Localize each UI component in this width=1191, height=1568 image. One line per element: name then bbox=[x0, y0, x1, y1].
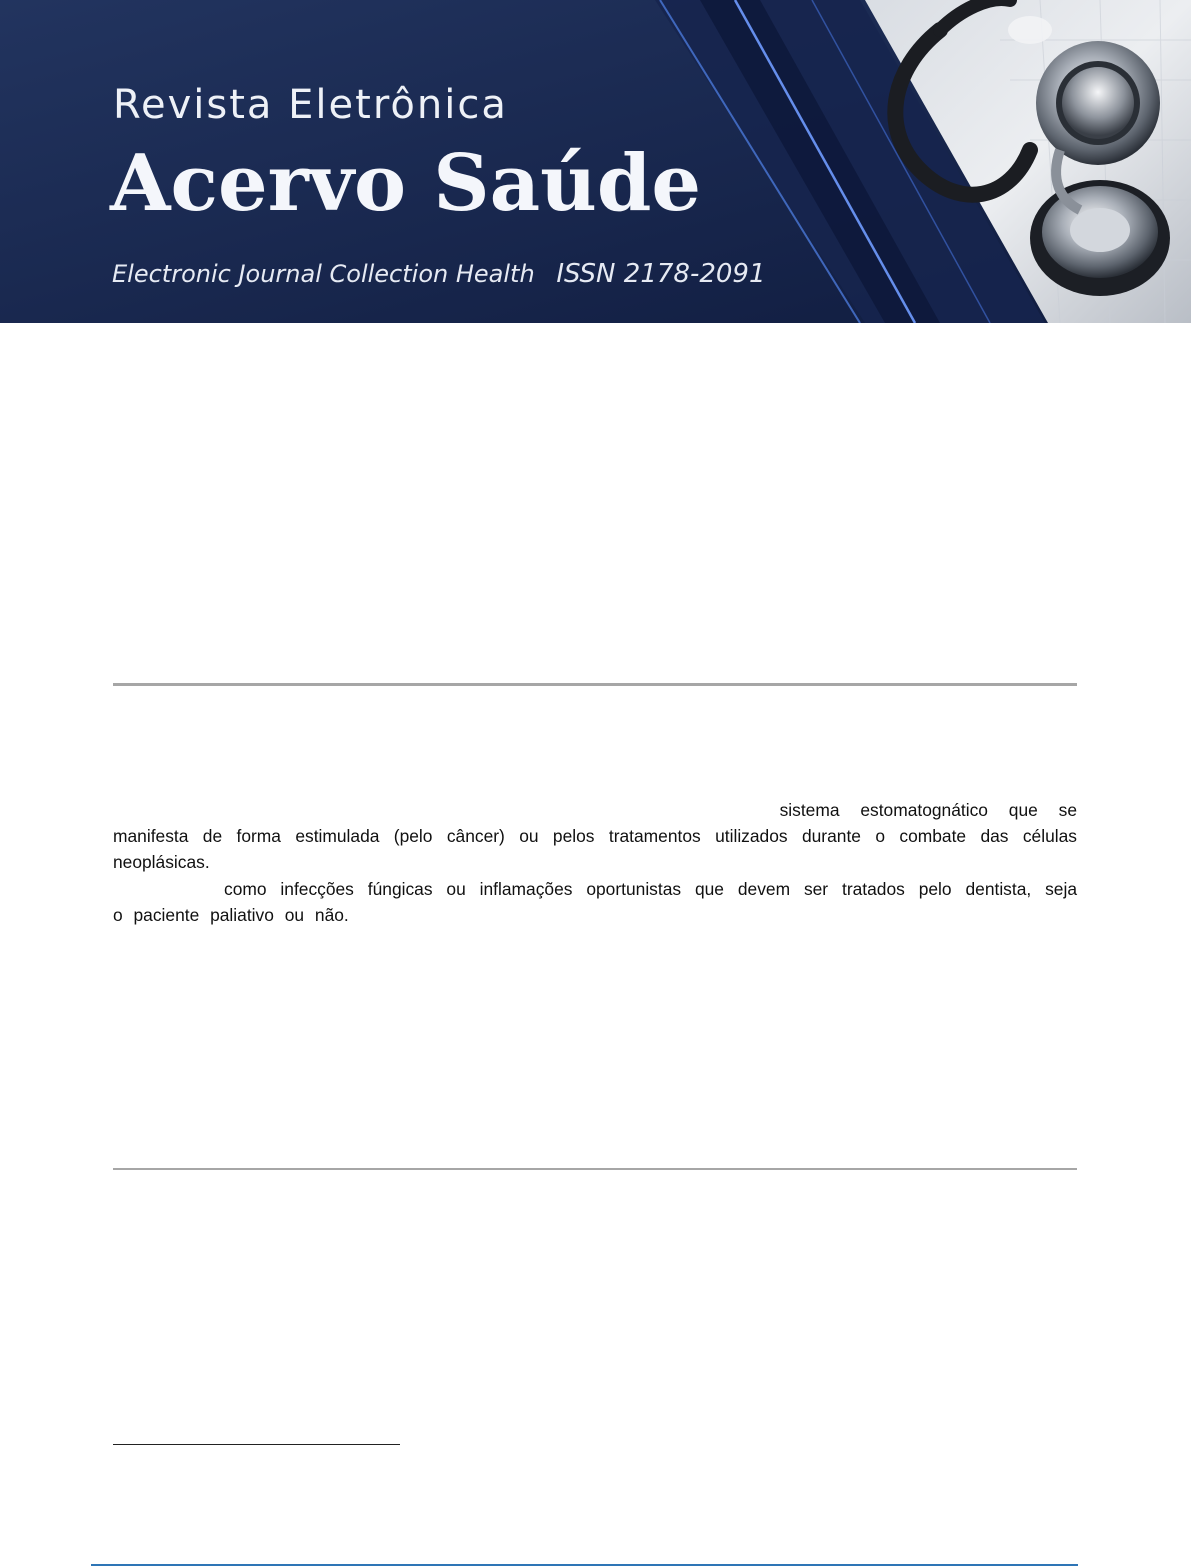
body-text-line-2: manifesta de forma estimulada (pelo câncer) ou pelos tratamentos utilizados durante o combate das células bbox=[113, 826, 1077, 846]
footnote-separator bbox=[113, 1444, 400, 1445]
journal-header-banner bbox=[0, 0, 1191, 323]
body-text-line-3: neoplásicas. bbox=[113, 852, 210, 872]
journal-subtitle-text: Electronic Journal Collection Health bbox=[112, 260, 535, 288]
body-text-line-4: como infecções fúngicas ou inflamações oportunistas que devem ser tratados pelo dentista, seja bbox=[224, 879, 1077, 899]
journal-subtitle bbox=[112, 259, 766, 289]
section-divider-top bbox=[113, 683, 1077, 686]
journal-title-line2: Acervo Saúde bbox=[110, 138, 701, 229]
body-text-line-5: o paciente paliativo ou não. bbox=[113, 905, 349, 925]
section-divider-bottom bbox=[113, 1168, 1077, 1170]
journal-issn: ISSN 2178-2091 bbox=[556, 259, 766, 289]
body-text-line-1 bbox=[113, 797, 1077, 823]
footer-divider bbox=[91, 1564, 1078, 1566]
journal-title-line1: Revista Eletrônica bbox=[113, 82, 508, 128]
body-text-fragment-1: sistema estomatognático que se bbox=[779, 800, 1077, 820]
